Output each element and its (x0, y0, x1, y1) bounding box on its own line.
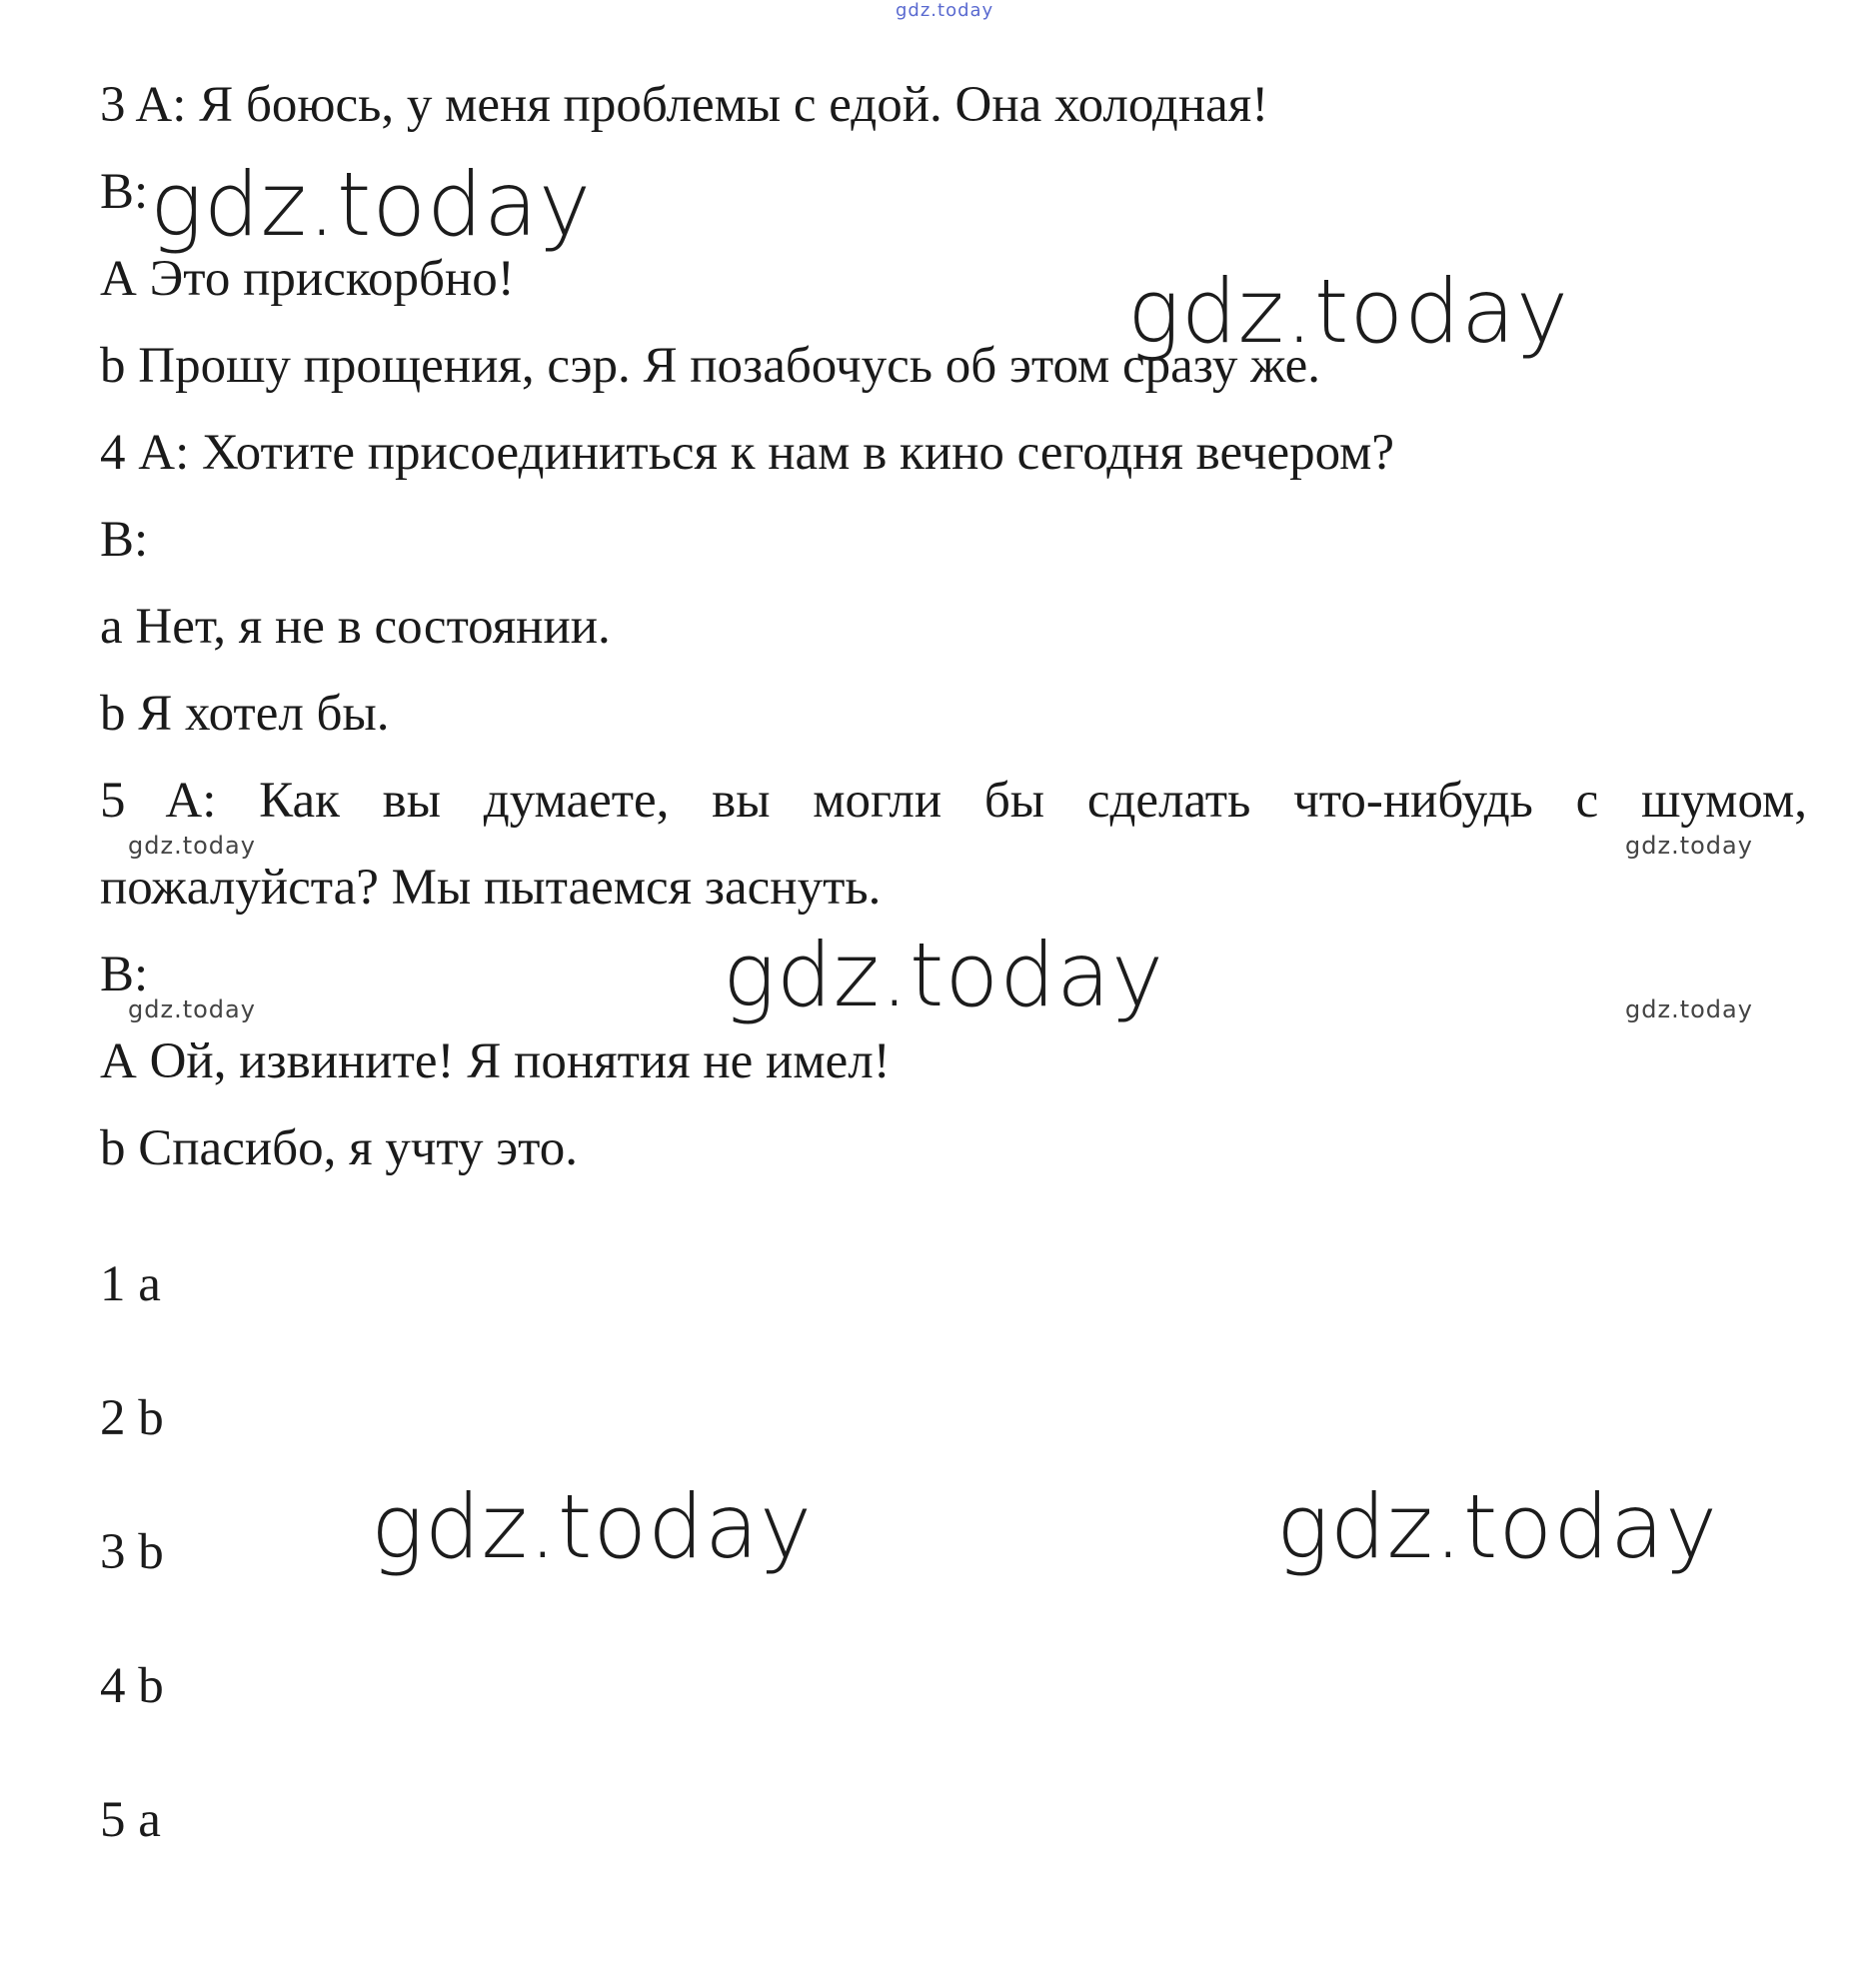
dialogue-line-3a: 3 A: Я боюсь, у меня проблемы с едой. Она холодная! (100, 77, 1269, 133)
answer-3: 3 b (100, 1524, 164, 1580)
dialogue-option-5b: b Спасибо, я учту это. (100, 1120, 579, 1176)
answer-2: 2 b (100, 1390, 164, 1446)
watermark-large-5: gdz.today (1276, 1475, 1719, 1578)
dialogue-line-4a: 4 А: Хотите присоединиться к нам в кино сегодня вечером? (100, 425, 1395, 481)
dialogue-option-3a: А Это прискорбно! (100, 251, 515, 307)
dialogue-line-4b-label: B: (100, 512, 149, 568)
answer-1: 1 a (100, 1256, 161, 1312)
answer-4: 4 b (100, 1658, 164, 1714)
dialogue-line-5a: 5 A: Как вы думаете, вы могли бы сделать что-нибудь с шумом, (100, 773, 1807, 829)
dialogue-option-4a: a Нет, я не в состоянии. (100, 599, 611, 655)
watermark-small-2: gdz.today (1625, 832, 1753, 860)
watermark-top: gdz.today (896, 0, 994, 21)
dialogue-option-5a: А Ой, извините! Я понятия не имел! (100, 1033, 891, 1089)
watermark-large-2: gdz.today (1127, 260, 1570, 363)
dialogue-line-5b-label: B: (100, 947, 149, 1002)
dialogue-line-5a-cont: пожалуйста? Мы пытаемся заснуть. (100, 860, 882, 916)
watermark-large-1: gdz.today (150, 153, 593, 256)
dialogue-option-4b: b Я хотел бы. (100, 686, 390, 742)
watermark-large-3: gdz.today (723, 924, 1165, 1026)
watermark-small-4: gdz.today (1625, 995, 1753, 1023)
watermark-small-3: gdz.today (128, 995, 256, 1023)
dialogue-option-3b: b Прошу прощения, сэр. Я позабочусь об этом сразу же. (100, 338, 1321, 394)
watermark-large-4: gdz.today (371, 1475, 814, 1578)
watermark-small-1: gdz.today (128, 832, 256, 860)
dialogue-line-3b-label: B: (100, 164, 149, 220)
answer-5: 5 a (100, 1792, 161, 1848)
